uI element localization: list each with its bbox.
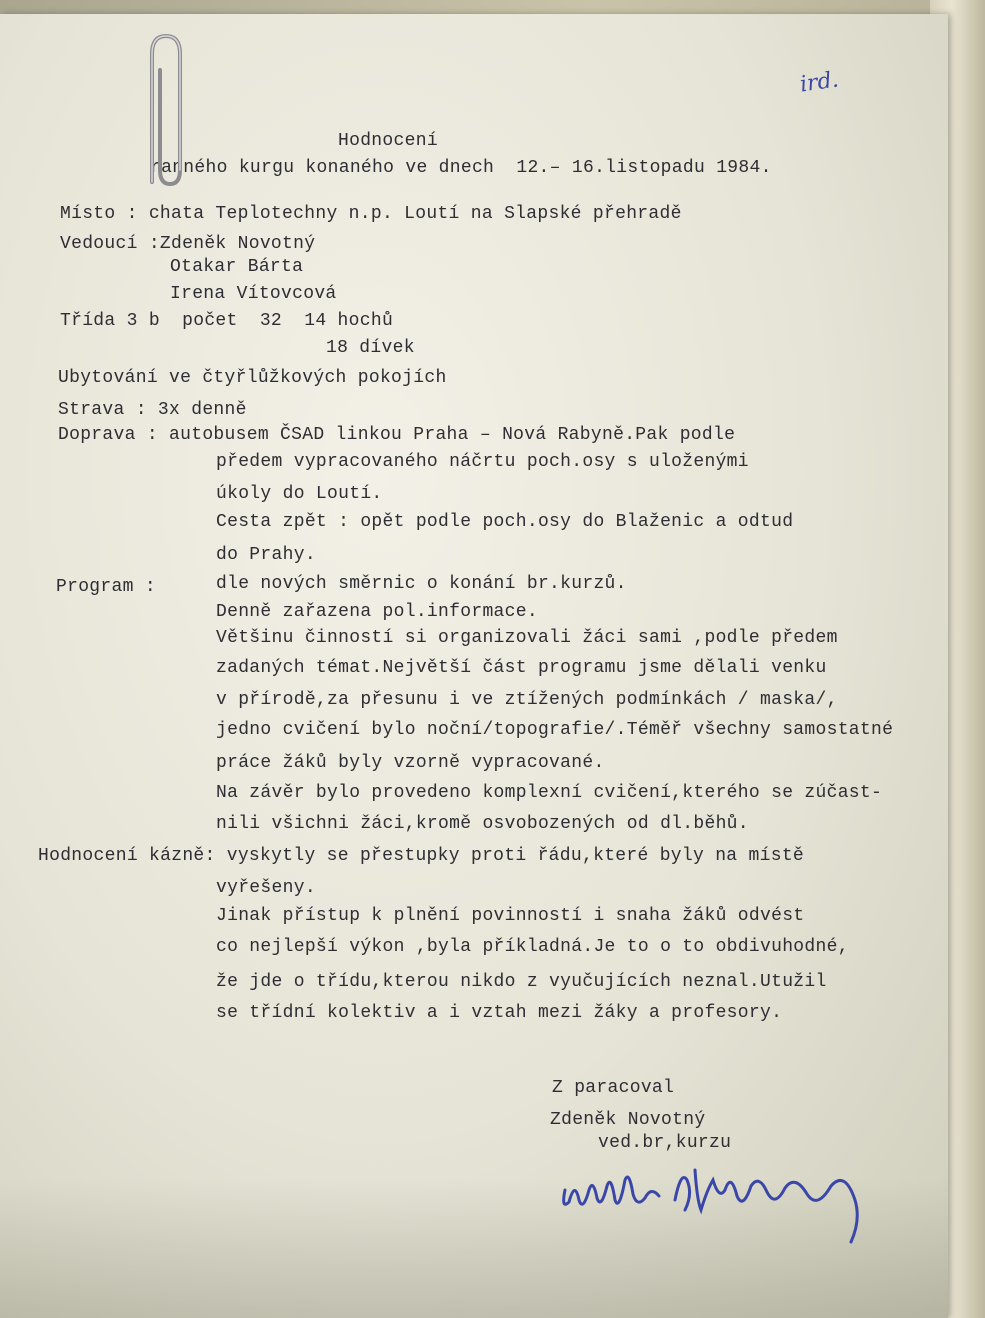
line-program-7: práce žáků byly vzorně vypracované. bbox=[216, 753, 605, 773]
line-program-6: jedno cvičení bylo noční/topografie/.Téměř všechny samostatné bbox=[216, 720, 894, 740]
paperclip-icon bbox=[138, 30, 194, 190]
line-ubytovani: Ubytování ve čtyřlůžkových pokojích bbox=[58, 368, 447, 388]
line-kazen-2: vyřešeny. bbox=[216, 878, 316, 898]
line-vedouci-1: Vedoucí :Zdeněk Novotný bbox=[60, 234, 316, 254]
line-program-2: Denně zařazena pol.informace. bbox=[216, 602, 538, 622]
line-misto: Místo : chata Teplotechny n.p. Loutí na Slapské přehradě bbox=[60, 204, 682, 224]
sign-role: ved.br,kurzu bbox=[598, 1133, 732, 1153]
line-doprava-5: do Prahy. bbox=[216, 545, 316, 565]
line-program-9: nili všichni žáci,kromě osvobozených od dl.běhů. bbox=[216, 814, 749, 834]
handwritten-note: ird. bbox=[798, 67, 841, 98]
line-trida: Třída 3 b počet 32 14 hochů bbox=[60, 311, 394, 331]
line-divek: 18 dívek bbox=[326, 338, 415, 358]
line-vedouci-2: Otakar Bárta bbox=[170, 257, 304, 277]
document-heading: Hodnocení bbox=[338, 131, 438, 151]
line-kazen-4: co nejlepší výkon ,byla příkladná.Je to o to obdivuhodné, bbox=[216, 937, 849, 957]
sign-name: Zdeněk Novotný bbox=[550, 1110, 706, 1130]
document-subtitle: ranného kurgu konaného ve dnech 12.– 16.listopadu 1984. bbox=[150, 158, 772, 178]
line-program-5: v přírodě,za přesunu i ve ztížených podmínkách / maska/, bbox=[216, 690, 838, 710]
label-program: Program : bbox=[56, 577, 156, 597]
line-doprava-3: úkoly do Loutí. bbox=[216, 484, 383, 504]
signature-icon bbox=[555, 1150, 885, 1250]
line-program-8: Na závěr bylo provedeno komplexní cvičení,kterého se zúčast- bbox=[216, 783, 883, 803]
line-kazen-3: Jinak přístup k plnění povinností i snaha žáků odvést bbox=[216, 906, 805, 926]
line-kazen-6: se třídní kolektiv a i vztah mezi žáky a profesory. bbox=[216, 1003, 783, 1023]
line-program-1: dle nových směrnic o konání br.kurzů. bbox=[216, 574, 627, 594]
line-doprava-4: Cesta zpět : opět podle poch.osy do Blaženic a odtud bbox=[216, 512, 794, 532]
line-program-3: Většinu činností si organizovali žáci sami ,podle předem bbox=[216, 628, 838, 648]
line-strava: Strava : 3x denně bbox=[58, 400, 247, 420]
line-kazen-5: že jde o třídu,kterou nikdo z vyučujících neznal.Utužil bbox=[216, 972, 827, 992]
line-doprava-1: Doprava : autobusem ČSAD linkou Praha – Nová Rabyně.Pak podle bbox=[58, 425, 736, 445]
line-program-4: zadaných témat.Největší část programu jsme dělali venku bbox=[216, 658, 827, 678]
sign-zpracoval: Z paracoval bbox=[552, 1078, 675, 1098]
line-vedouci-3: Irena Vítovcová bbox=[170, 284, 337, 304]
line-doprava-2: předem vypracovaného náčrtu poch.osy s uloženými bbox=[216, 452, 749, 472]
line-kazen-1: Hodnocení kázně: vyskytly se přestupky proti řádu,které byly na místě bbox=[38, 846, 805, 866]
